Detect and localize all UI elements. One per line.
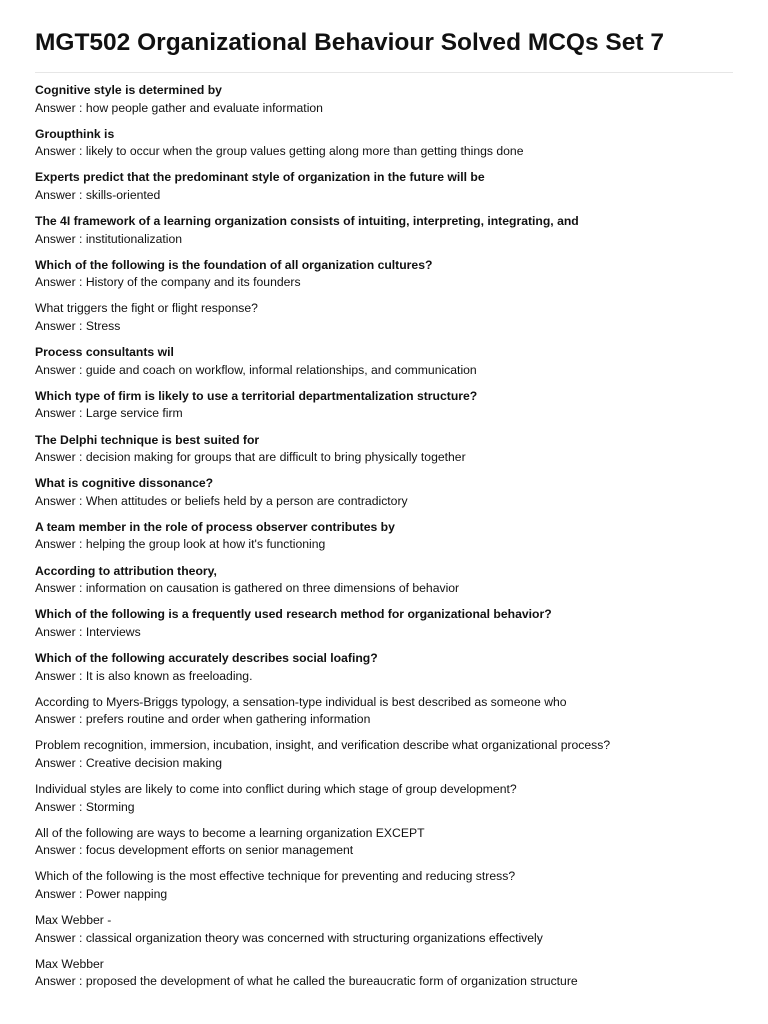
qa-item [35, 213, 733, 257]
answer-line [35, 668, 733, 686]
answer-line [35, 886, 733, 904]
answer-line [35, 580, 733, 598]
question-text: What triggers the fight or flight response? [35, 301, 258, 316]
answer-line [35, 799, 733, 817]
qa-item [35, 606, 733, 650]
answer-prefix: Answer : [35, 537, 86, 552]
answer-line [35, 624, 733, 642]
answer-text: information on causation is gathered on three dimensions of behavior [85, 581, 460, 596]
qa-item [35, 169, 733, 213]
answer-line [35, 755, 733, 773]
answer-prefix: Answer : [35, 712, 86, 727]
qa-item [35, 868, 733, 912]
answer-text: how people gather and evaluate information [85, 100, 323, 115]
answer-line [35, 449, 733, 467]
answer-prefix: Answer : [35, 930, 86, 945]
answer-line [35, 973, 733, 991]
question-text: Process consultants wil [35, 345, 174, 360]
answer-text: Creative decision making [85, 755, 222, 770]
qa-item [35, 344, 733, 388]
question-text: Max Webber [35, 956, 104, 971]
answer-text: focus development efforts on senior management [85, 843, 354, 858]
answer-text: It is also known as freeloading. [85, 668, 253, 683]
qa-item [35, 650, 733, 694]
answer-line [35, 231, 733, 249]
answer-prefix: Answer : [35, 406, 86, 421]
question-text: Which of the following is a frequently used research method for organizational behavior? [35, 607, 552, 622]
answer-line [35, 187, 733, 205]
question-text: What is cognitive dissonance? [35, 476, 214, 491]
question-text: Max Webber - [35, 913, 112, 928]
answer-prefix: Answer : [35, 362, 86, 377]
page-title: MGT502 Organizational Behaviour Solved MCQs Set 7 [35, 29, 664, 56]
answer-text: institutionalization [85, 231, 183, 246]
answer-prefix: Answer : [35, 886, 86, 901]
answer-text: helping the group look at how it's functioning [85, 537, 326, 552]
question-text: According to attribution theory, [35, 563, 217, 578]
qa-item [35, 912, 733, 956]
answer-text: skills-oriented [85, 187, 161, 202]
question-text: Individual styles are likely to come into conflict during which stage of group development? [35, 782, 517, 796]
qa-item [35, 781, 733, 825]
answer-prefix: Answer : [35, 755, 86, 770]
answer-text: When attitudes or beliefs held by a person are contradictory [85, 493, 408, 508]
qa-item [35, 519, 733, 563]
answer-text: Storming [85, 799, 135, 814]
question-text: Cognitive style is determined by [35, 83, 222, 97]
answer-line [35, 362, 733, 380]
answer-prefix: Answer : [35, 319, 86, 334]
answer-prefix: Answer : [35, 974, 86, 989]
question-text: A team member in the role of process observer contributes by [35, 519, 395, 534]
answer-prefix: Answer : [35, 450, 86, 465]
question-text: Which type of firm is likely to use a territorial departmentalization structure? [35, 388, 478, 403]
answer-line [35, 711, 733, 729]
answer-prefix: Answer : [35, 668, 86, 683]
question-text: The 4I framework of a learning organization consists of intuiting, interpreting, integrating, and [35, 214, 579, 229]
answer-line [35, 274, 733, 292]
answer-text: prefers routine and order when gathering information [85, 712, 371, 727]
answer-text: Interviews [85, 624, 141, 639]
question-text: Problem recognition, immersion, incubation, insight, and verification describe what organizational process? [35, 738, 611, 753]
answer-text: History of the company and its founders [85, 275, 301, 290]
qa-item [35, 825, 733, 869]
answer-text: proposed the development of what he called the bureaucratic form of organization structure [85, 974, 578, 989]
question-text: Which of the following is the most effective technique for preventing and reducing stress? [35, 869, 516, 884]
qa-item [35, 300, 733, 344]
qa-item [35, 126, 733, 170]
answer-line [35, 318, 733, 336]
qa-item [35, 737, 733, 781]
qa-item [35, 388, 733, 432]
qa-item [35, 432, 733, 476]
answer-line [35, 536, 733, 554]
qa-item [35, 956, 733, 1000]
question-text: Experts predict that the predominant style of organization in the future will be [35, 170, 485, 185]
answer-prefix: Answer : [35, 187, 86, 202]
answer-prefix: Answer : [35, 144, 86, 159]
qa-item [35, 475, 733, 519]
answer-prefix: Answer : [35, 493, 86, 508]
question-text: Which of the following accurately describes social loafing? [35, 650, 378, 665]
answer-prefix: Answer : [35, 100, 86, 115]
qa-item [35, 563, 733, 607]
question-text: According to Myers-Briggs typology, a sensation-type individual is best described as someone who [35, 694, 567, 709]
answer-line [35, 100, 733, 118]
answer-prefix: Answer : [35, 231, 86, 246]
answer-text: decision making for groups that are difficult to bring physically together [85, 450, 466, 465]
answer-prefix: Answer : [35, 624, 86, 639]
answer-prefix: Answer : [35, 843, 86, 858]
answer-prefix: Answer : [35, 799, 86, 814]
answer-prefix: Answer : [35, 275, 86, 290]
answer-line [35, 143, 733, 161]
answer-text: Power napping [85, 886, 168, 901]
qa-list [35, 82, 733, 999]
qa-item [35, 82, 733, 126]
answer-text: guide and coach on workflow, informal relationships, and communication [85, 362, 477, 377]
question-text: All of the following are ways to become a learning organization EXCEPT [35, 825, 425, 840]
answer-prefix: Answer : [35, 581, 86, 596]
title-divider [35, 72, 733, 73]
answer-line [35, 842, 733, 860]
answer-line [35, 493, 733, 511]
qa-item [35, 257, 733, 301]
question-text: Which of the following is the foundation of all organization cultures? [35, 257, 433, 272]
answer-line [35, 405, 733, 423]
answer-text: likely to occur when the group values getting along more than getting things done [85, 144, 524, 159]
question-text: The Delphi technique is best suited for [35, 432, 260, 447]
qa-item [35, 694, 733, 738]
answer-text: Stress [85, 319, 121, 334]
answer-line [35, 930, 733, 948]
question-text: Groupthink is [35, 126, 115, 141]
answer-text: Large service firm [85, 406, 183, 421]
answer-text: classical organization theory was concerned with structuring organizations effectively [85, 930, 543, 945]
